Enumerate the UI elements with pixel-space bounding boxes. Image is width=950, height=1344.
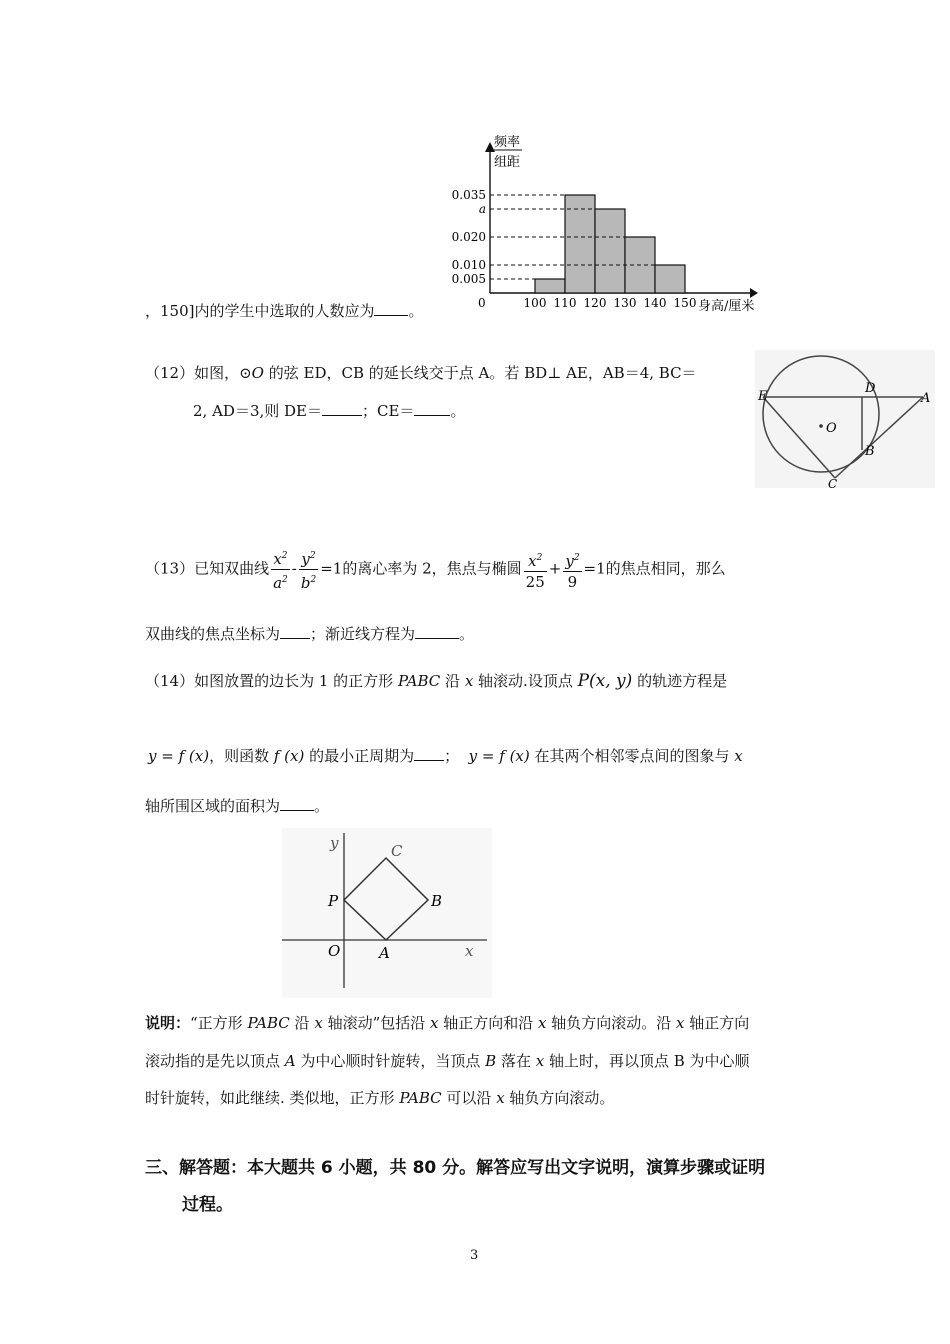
- note-italic: x: [535, 1052, 545, 1070]
- histogram-bar-120-130: [595, 209, 625, 293]
- label-b: B: [865, 444, 875, 459]
- q14-text: （14）如图放置的边长为 1 的正方形: [145, 672, 398, 690]
- note-text: 轴负方向滚动。: [504, 1089, 615, 1107]
- note-italic: x: [538, 1014, 547, 1032]
- note-line1: [145, 1012, 749, 1033]
- q14-fx: y = f (x): [468, 747, 530, 765]
- frac-num: x: [528, 551, 537, 570]
- histogram-bar-100-110: [535, 279, 565, 293]
- q13-end: 。: [459, 625, 475, 643]
- q14-text: 轴所围区域的面积为: [145, 797, 281, 815]
- y-axis-label-bottom: 组距: [494, 155, 521, 170]
- fraction-y2-9: [563, 548, 581, 592]
- q13-line2: [145, 623, 474, 644]
- y-tick-label: 0.005: [451, 272, 486, 286]
- q14-fx: f (x): [273, 747, 305, 765]
- q14-text: 在其两个相邻零点间的图象与: [529, 747, 735, 765]
- center-point: [819, 424, 823, 428]
- fraction-y2-b2: [299, 546, 318, 593]
- note-text: 沿: [289, 1014, 315, 1032]
- note-label: 说明：: [145, 1014, 191, 1032]
- x-tick-label: 120: [583, 296, 607, 310]
- label-a: A: [921, 391, 931, 406]
- q14-text: 的最小正周期为: [304, 747, 415, 765]
- q14-text: 轴滚动.设顶点: [473, 672, 578, 690]
- histogram-bar-110-120: [565, 195, 595, 293]
- label-c: C: [828, 477, 838, 488]
- histogram-chart: [440, 128, 780, 318]
- q13-focus-blank[interactable]: [280, 624, 310, 639]
- section3-heading-line2: 过程。: [182, 1195, 233, 1215]
- y-tick-label: 0.010: [451, 258, 486, 272]
- x-tick-label: 150: [673, 296, 697, 310]
- frac-den: 9: [567, 572, 578, 591]
- note-text: 轴负方向滚动。沿: [546, 1014, 677, 1032]
- histogram-bar-140-150: [655, 265, 685, 293]
- y-tick-label: 0.020: [451, 230, 486, 244]
- note-line2: [145, 1050, 750, 1071]
- note-text: 轴滚动”包括沿: [322, 1014, 431, 1032]
- q12-text-d: AE，AB＝4, BC＝: [561, 364, 697, 382]
- label-b: B: [431, 892, 443, 910]
- note-text: “正方形: [190, 1014, 248, 1032]
- q12-ce-blank[interactable]: [414, 401, 450, 416]
- sup: 2: [536, 552, 543, 563]
- note-text: 滚动指的是先以顶点: [145, 1052, 285, 1070]
- q14-text: ；: [444, 747, 460, 765]
- frac-den: b: [300, 574, 311, 592]
- label-o: O: [328, 942, 341, 960]
- q14-text: 沿: [440, 672, 465, 690]
- q14-pxy: P(x, y): [577, 671, 633, 691]
- q14-text: 。: [314, 797, 330, 815]
- page-number: 3: [470, 1248, 479, 1263]
- x-tick-label: 0: [478, 296, 486, 310]
- q11-tail-text: ，150]内的学生中选取的人数应为: [145, 302, 375, 320]
- note-italic: PABC: [247, 1014, 290, 1032]
- sup: 2: [309, 551, 316, 561]
- frac-num: x: [273, 550, 282, 568]
- q12-text-a: （12）如图，: [145, 364, 240, 382]
- q12-circle-figure: [755, 350, 935, 488]
- minus-sign: -: [291, 559, 297, 578]
- fraction-x2-a2: [271, 546, 290, 593]
- q14-x: x: [734, 747, 743, 765]
- q14-pabc: PABC: [397, 672, 441, 690]
- note-text: 落在: [496, 1052, 536, 1070]
- q14-text: ，则函数: [209, 747, 274, 765]
- x-axis-arrow: [750, 288, 758, 298]
- x-tick-label: 110: [553, 296, 577, 310]
- note-italic: x: [676, 1014, 685, 1032]
- q14-line1: [145, 670, 727, 691]
- sup: 2: [281, 551, 288, 561]
- q13-mid: 的离心率为 2，焦点与椭圆: [342, 559, 522, 578]
- q14-fx: y = f (x): [148, 747, 210, 765]
- frac-den: 25: [525, 572, 545, 591]
- figure-background: [282, 828, 492, 998]
- equals-one: =1: [320, 559, 343, 578]
- note-line3: [145, 1087, 614, 1108]
- q12-line1: [145, 362, 697, 383]
- note-text: 轴正方向: [684, 1014, 750, 1032]
- q14-square-figure: [282, 828, 492, 998]
- x-axis-label: 身高/厘米: [698, 299, 755, 314]
- section3-heading-line1: 三、解答题：本大题共 6 小题，共 80 分。解答应写出文字说明，演算步骤或证明: [145, 1158, 766, 1178]
- note-italic: x: [496, 1089, 505, 1107]
- note-text: 可以沿: [441, 1089, 497, 1107]
- sup: 2: [573, 552, 580, 563]
- y-tick-label: a: [478, 202, 486, 216]
- note-text: 时针旋转，如此继续. 类似地，正方形: [145, 1089, 400, 1107]
- note-italic: x: [430, 1014, 439, 1032]
- label-e: E: [758, 389, 768, 404]
- label-o: O: [826, 421, 837, 436]
- q11-answer-blank[interactable]: [374, 301, 408, 316]
- q13-asymptote-text: ；渐近线方程为: [310, 625, 416, 643]
- q14-text: 的轨迹方程是: [632, 672, 728, 690]
- plus-sign: +: [548, 559, 562, 578]
- q13-prefix: （13）已知双曲线: [145, 559, 270, 578]
- q14-area-blank[interactable]: [280, 796, 314, 811]
- sup: 2: [282, 575, 288, 585]
- q12-circle-name: O: [251, 364, 264, 382]
- q13-focus-text: 双曲线的焦点坐标为: [145, 625, 281, 643]
- q12-text-c: 的弦 ED，CB 的延长线交于点 A。若 BD: [263, 364, 548, 382]
- sup: 2: [310, 575, 317, 585]
- q12-de-blank[interactable]: [322, 401, 362, 416]
- q14-line2: [148, 745, 743, 766]
- x-tick-label: 140: [643, 296, 667, 310]
- y-axis-label-top: 频率: [494, 135, 521, 150]
- x-tick-label: 100: [523, 296, 547, 310]
- q13-line1: [145, 546, 726, 593]
- note-text: 为中心顺时针旋转，当顶点: [295, 1052, 486, 1070]
- q12-line2-text: 2, AD＝3,则 DE＝: [193, 402, 322, 420]
- q12-line2-end: 。: [450, 402, 466, 420]
- q12-line2-ce: ；CE＝: [362, 402, 415, 420]
- q13-tail: 的焦点相同，那么: [605, 559, 726, 578]
- y-tick-label: 0.035: [451, 188, 486, 202]
- q14-line3: [145, 795, 329, 816]
- fraction-x2-25: [524, 548, 547, 592]
- label-a: A: [379, 944, 390, 962]
- note-text: 轴上时，再以顶点 B 为中心顺: [544, 1052, 750, 1070]
- label-y: y: [330, 834, 339, 852]
- frac-den: a: [273, 574, 283, 592]
- note-italic: PABC: [399, 1089, 442, 1107]
- label-p: P: [328, 892, 339, 910]
- perp-symbol: ⊥: [547, 364, 562, 382]
- frac-num: y: [301, 550, 310, 568]
- x-tick-label: 130: [613, 296, 637, 310]
- note-italic: A: [284, 1052, 296, 1070]
- circle-symbol: ⊙: [239, 364, 252, 382]
- q11-tail-end: 。: [408, 302, 424, 320]
- q14-x: x: [464, 672, 474, 690]
- frac-num: y: [565, 551, 574, 570]
- q11-tail: [145, 300, 424, 321]
- label-d: D: [865, 381, 876, 396]
- q13-asymptote-blank[interactable]: [415, 624, 459, 639]
- note-italic: B: [485, 1052, 497, 1070]
- equals-one: =1: [583, 559, 606, 578]
- q14-period-blank[interactable]: [414, 746, 444, 761]
- note-text: 轴正方向和沿: [438, 1014, 539, 1032]
- note-italic: x: [314, 1014, 323, 1032]
- label-x: x: [465, 942, 474, 960]
- q12-line2: [193, 400, 465, 421]
- label-c: C: [391, 842, 403, 860]
